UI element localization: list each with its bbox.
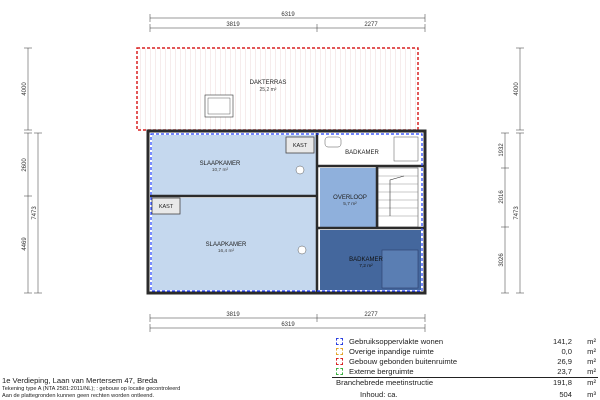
toilet-icon [325,137,341,147]
dim-left-total: 7473 [32,206,38,220]
room-area-slaapkamer-1: 10,7 m² [211,168,229,173]
room-name-dakterras: DAKTERRAS [249,80,287,86]
legend-label: Externe bergruimte [349,367,414,376]
room-name-slaapkamer-1: SLAAPKAMER [199,161,241,167]
legend-unit: m² [587,357,596,366]
legend-swatch-icon [336,368,343,375]
legend-value: 504 [559,390,572,399]
dim-top-total: 6319 [281,12,295,18]
legend-row [332,337,598,347]
room-name-overloop: OVERLOOP [333,195,367,201]
legend-swatch-icon [336,338,343,345]
dim-right-c: 3026 [499,253,505,267]
room-area-badkamer-bottom: 7,2 m² [359,264,373,269]
legend-value: 23,7 [557,367,572,376]
roof-terrace [135,46,420,132]
legend-value: 26,9 [557,357,572,366]
staircase [378,168,418,227]
room-area-dakterras: 25,2 m² [259,87,277,93]
legend-label: Gebouw gebonden buitenruimte [349,357,458,366]
dim-left-upper: 2600 [22,158,28,172]
dim-top-right: 2277 [364,22,378,28]
legend-label: Branchebrede meetinstructie [336,378,434,387]
dim-left-terrace: 4000 [22,82,28,96]
dim-bottom-total: 6319 [281,322,295,328]
room-area-overloop: 5,7 m² [343,202,357,207]
sink-icon [296,166,304,174]
plan-title: 1e Verdieping, Laan van Mertersem 47, Breda [2,376,158,385]
legend-label: Gebruiksoppervlakte wonen [349,337,444,346]
legend-row [332,347,598,357]
legend-volume-row [332,390,598,400]
shower-icon [394,137,418,161]
legend-value: 0,0 [561,347,572,356]
legend-total-row [332,377,598,388]
dim-left-lower: 4469 [22,237,28,251]
roof-hatch [205,95,233,117]
legend-swatch-icon [336,348,343,355]
legend-unit: m² [587,347,596,356]
dim-right-a: 1932 [499,143,505,157]
legend-unit: m² [587,337,596,346]
room-name-kast-left: KAST [158,204,174,210]
legend-value: 191,8 [552,378,572,387]
dim-bottom-right: 2277 [364,312,378,318]
sink-icon [298,246,306,254]
legend-value: 141,2 [552,337,572,346]
legend-row [332,357,598,367]
legend-swatch-icon [336,358,343,365]
dim-right-total: 7473 [514,206,520,220]
legend-row [332,367,598,377]
legend-label: Overige inpandige ruimte [349,347,434,356]
room-name-badkamer-bottom: BADKAMER [349,257,383,263]
bathtub-icon [382,250,418,288]
legend-label: Inhoud: ca. [360,390,398,399]
room-name-kast-top: KAST [292,143,308,149]
room-name-badkamer-top: BADKAMER [345,150,379,156]
legend-unit: m² [587,378,596,387]
dim-bottom-left: 3819 [226,312,240,318]
legend-unit: m² [587,367,596,376]
dim-top-left: 3819 [226,22,240,28]
room-area-slaapkamer-2: 16,4 m² [217,249,235,254]
plan-note-1: Tekening type A (NTA 2581:2011/NL); : gebouw op locatie gecontroleerd [2,386,181,392]
legend-unit: m³ [587,390,596,399]
room-name-slaapkamer-2: SLAAPKAMER [205,242,247,248]
plan-note-2: Aan de plattegronden kunnen geen rechten worden ontleend. [2,393,155,399]
dim-right-terrace: 4000 [514,82,520,96]
dim-right-b: 2016 [499,190,505,204]
